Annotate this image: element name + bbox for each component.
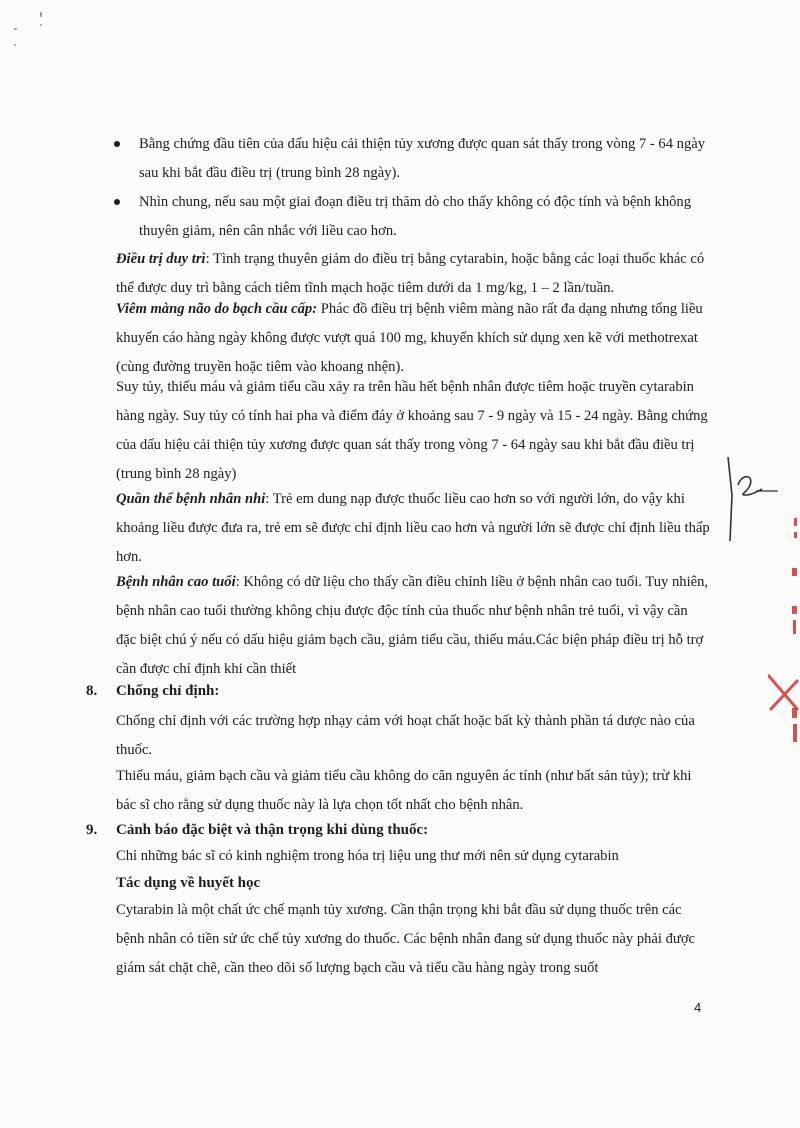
section-9-text-2: Cytarabin là một chất ức chế mạnh tủy xương. Cần thận trọng khi bắt đầu sử dụng thuốc trên các bệnh nhân có tiền sử ức chế tủy xương do thuốc. Các bệnh nhân đang sử dụng thuốc này phải được giám sát chặt chẽ, cần theo dõi số lượng bạch cầu và tiểu cầu hàng ngày trong suốt [116,902,696,976]
section-8-number: 8. [86,683,98,699]
scan-speck [40,12,42,17]
bullet-dot [114,141,120,147]
section-9-title: Cảnh báo đặc biệt và thận trọng khi dùng thuốc: [116,822,429,838]
section-8-title: Chống chỉ định: [116,683,220,699]
meningitis-paragraph [116,295,710,382]
scan-speck [14,28,17,30]
meningitis-text: Phác đồ điều trị bệnh viêm màng não rất đa dạng nhưng tổng liều khuyến cáo hàng ngày không được vượt quá 100 mg, khuyến khích sử dụng xen kẽ với methotrexat (cùng đường truyền hoặc tiêm vào khoang nhện). [116,301,703,375]
section-8-text-1: Chống chỉ định với các trường hợp nhạy cảm với hoạt chất hoặc bất kỳ thành phần tá dược nào của thuốc. [116,713,695,758]
pediatric-text: : Trẻ em dung nạp được thuốc liều cao hơn so với người lớn, do vậy khi khoảng liều được đưa ra, trẻ em sẽ được chỉ định liều cao hơn và người lớn sẽ được chỉ định liều thấp hơn. [116,491,710,565]
bullet-text: Bằng chứng đầu tiên của dấu hiệu cải thiện tủy xương được quan sát thấy trong vòng 7 - 64 ngày sau khi bắt đầu điều trị (trung bình 28 ngày). [139,136,706,181]
myelosuppression-text: Suy tủy, thiếu máu và giảm tiểu cầu xảy ra trên hầu hết bệnh nhân được tiêm hoặc truyền cytarabin hàng ngày. Suy tủy có tính hai pha và điểm đáy ở khoảng sau 7 - 9 ngày và 15 - 24 ngày. Bằng chứng của dấu hiệu cải thiện tủy xương được quan sát thấy trong vòng 7 - 64 ngày sau khi bắt đầu điều trị (trung bình 28 ngày) [116,379,708,482]
meningitis-label: Viêm màng não do bạch cầu cấp: [116,301,318,317]
section-9-text-1: Chỉ những bác sĩ có kinh nghiệm trong hóa trị liệu ung thư mới nên sử dụng cytarabin [116,848,619,864]
section-8-paragraph-2 [116,762,710,820]
page-number: 4 [694,1000,702,1015]
bullet-dot [114,199,120,205]
myelosuppression-paragraph [116,373,710,489]
elderly-paragraph [116,568,710,684]
bullet-text: Nhìn chung, nếu sau một giai đoạn điều trị thăm dò cho thấy không có độc tính và bệnh không thuyên giảm, nên cân nhắc với liều cao hơn. [139,194,692,239]
red-stamp-fragment [768,510,800,840]
section-8-paragraph-1 [116,707,710,765]
pediatric-label: Quần thể bệnh nhân nhi [116,491,266,507]
scan-speck [14,44,16,46]
pediatric-paragraph [116,485,710,572]
maintenance-label: Điều trị duy trì [116,251,206,267]
section-8-text-2: Thiếu máu, giảm bạch cầu và giảm tiểu cầu không do căn nguyên ác tính (như bất sản tủy); trừ khi bác sĩ cho rằng sử dụng thuốc này là lựa chọn tốt nhất cho bệnh nhân. [116,768,692,813]
bullet-item [114,130,714,188]
subheading-hematologic: Tác dụng về huyết học [116,875,261,891]
elderly-label: Bệnh nhân cao tuổi [116,574,236,590]
section-9-heading [86,816,428,845]
section-9-paragraph-2 [116,896,710,983]
scan-speck [40,24,42,26]
elderly-text: : Không có dữ liệu cho thấy cần điều chỉnh liều ở bệnh nhân cao tuổi. Tuy nhiên, bệnh nhân cao tuổi thường không chịu được độc tính của thuốc như bệnh nhân trẻ tuổi, vì vậy cần đặc biệt chú ý nếu có dấu hiệu giảm bạch cầu, giảm tiểu cầu, thiếu máu.Các biện pháp điều trị hỗ trợ cần được chỉ định khi cần thiết [116,574,709,677]
section-9-subheading [116,869,710,898]
maintenance-text: : Tình trạng thuyên giảm do điều trị bằng cytarabin, hoặc bằng các loại thuốc khác có thể được duy trì bằng cách tiêm tĩnh mạch hoặc tiêm dưới da 1 mg/kg, 1 – 2 lần/tuần. [116,251,705,296]
bullet-item [114,188,714,246]
section-8-heading [86,677,219,706]
section-9-number: 9. [86,822,98,838]
section-9-paragraph-1 [116,842,710,871]
